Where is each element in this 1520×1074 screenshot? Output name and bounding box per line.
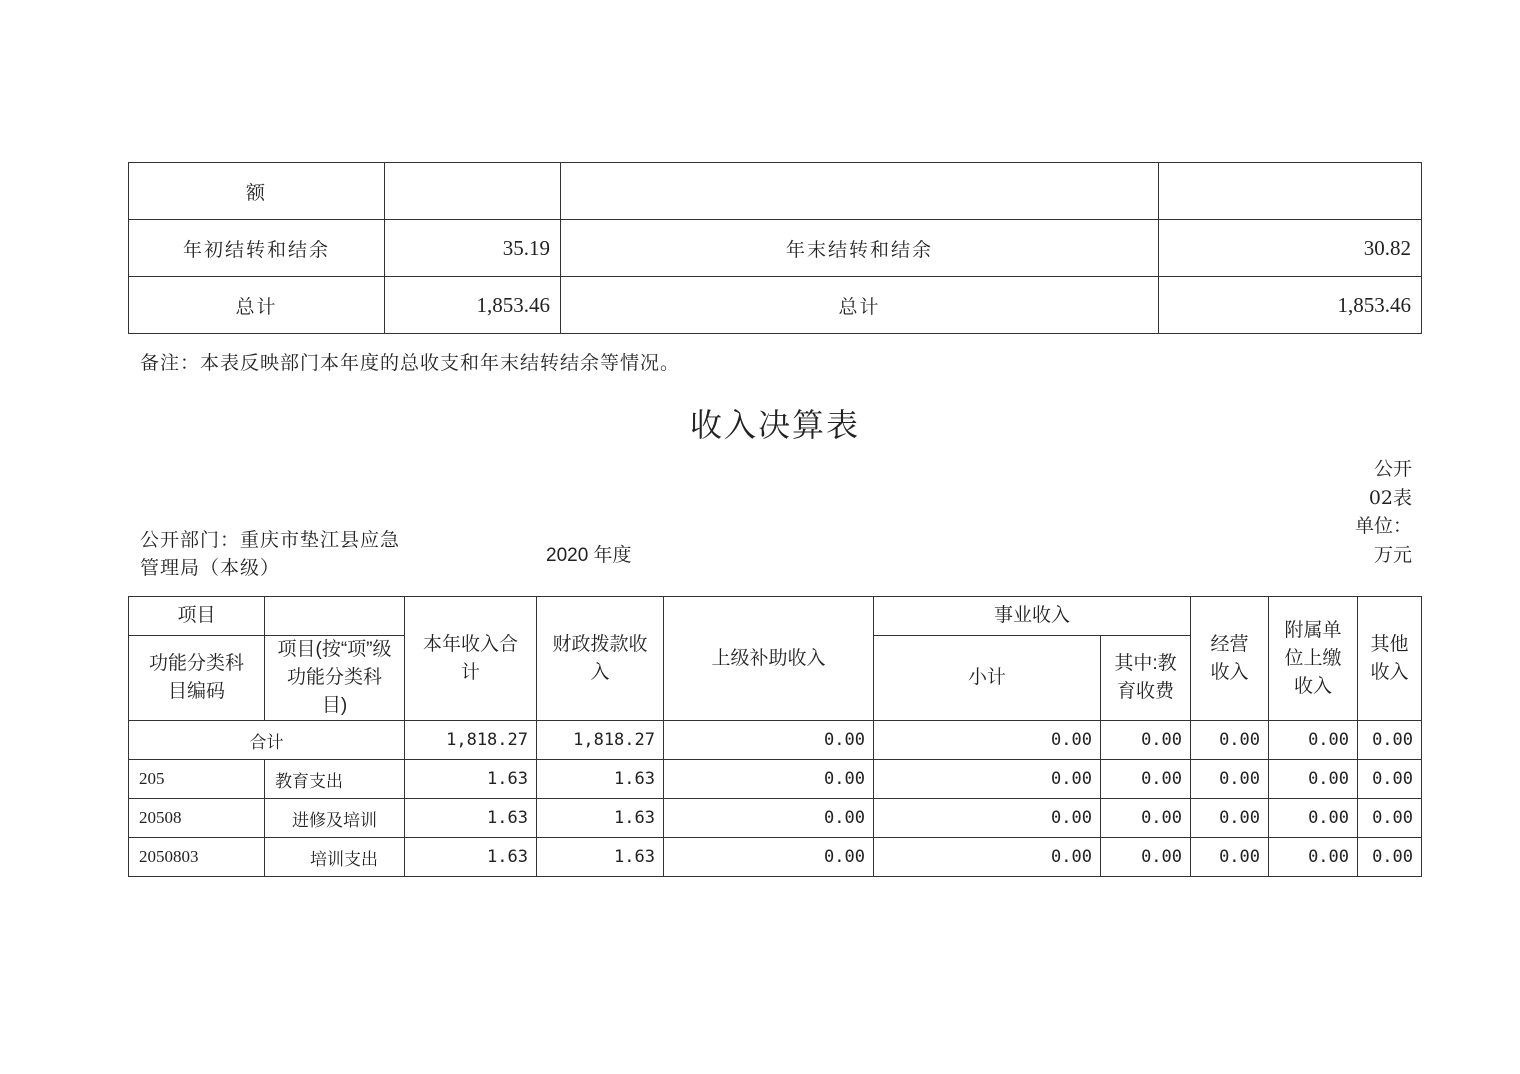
cell-value: 1.63: [537, 799, 664, 838]
row-label: 额: [129, 163, 385, 220]
cell-value: 1.63: [537, 760, 664, 799]
func-name: 培训支出: [265, 838, 405, 877]
cell-value: 0.00: [664, 760, 874, 799]
cell-value: 0.00: [1101, 760, 1191, 799]
row-value: [1159, 163, 1422, 220]
cell-value: 1.63: [537, 838, 664, 877]
cell-value: 0.00: [874, 799, 1101, 838]
cell-value: 1.63: [405, 838, 537, 877]
row-label: 年初结转和结余: [129, 220, 385, 277]
header-blank: [265, 597, 405, 636]
row-value: 1,853.46: [385, 277, 561, 334]
table-row: [129, 799, 1422, 838]
table-row: [129, 838, 1422, 877]
func-code: 205: [129, 760, 265, 799]
cell-value: 0.00: [874, 721, 1101, 760]
department-label: 公开部门：重庆市垫江县应急管理局（本级）: [140, 529, 401, 579]
func-name: 教育支出: [265, 760, 405, 799]
row-value: [385, 163, 561, 220]
cell-value: 0.00: [1101, 799, 1191, 838]
table-row: [129, 163, 1422, 220]
row-value: 30.82: [1159, 220, 1422, 277]
cell-value: 1.63: [405, 799, 537, 838]
row-value: 1,853.46: [1159, 277, 1422, 334]
cell-value: 0.00: [1358, 838, 1422, 877]
table-number: 公开02表: [1368, 458, 1412, 509]
cell-value: 0.00: [1101, 721, 1191, 760]
header-fiscal: 财政拨款收入: [537, 597, 664, 721]
func-code: 2050803: [129, 838, 265, 877]
income-table: [128, 596, 1422, 877]
cell-value: 0.00: [1358, 721, 1422, 760]
cell-value: 1.63: [405, 760, 537, 799]
table-row: [129, 220, 1422, 277]
total-row: [129, 721, 1422, 760]
cell-value: 0.00: [874, 760, 1101, 799]
total-label: 合计: [129, 721, 405, 760]
header-affiliated: 附属单位上缴收入: [1269, 597, 1358, 721]
cell-value: 0.00: [1191, 721, 1269, 760]
header-func-code: 功能分类科目编码: [129, 636, 265, 721]
table-row: [129, 760, 1422, 799]
table-meta: [1352, 455, 1412, 569]
header-total-income: 本年收入合计: [405, 597, 537, 721]
unit-label: 单位：万元: [1354, 515, 1412, 566]
cell-value: 0.00: [874, 838, 1101, 877]
cell-value: 0.00: [1191, 799, 1269, 838]
func-name: 进修及培训: [265, 799, 405, 838]
cell-value: 0.00: [1269, 760, 1358, 799]
page-title: 收入决算表: [689, 406, 860, 444]
cell-value: 0.00: [1269, 838, 1358, 877]
cell-value: 0.00: [1101, 838, 1191, 877]
cell-value: 0.00: [1191, 760, 1269, 799]
header-project-name: 项目(按“项”级功能分类科目): [265, 636, 405, 721]
header-business-income: 事业收入: [874, 597, 1191, 636]
cell-value: 0.00: [1269, 799, 1358, 838]
header-education-fee: 其中:教育收费: [1101, 636, 1191, 721]
header-operating: 经营收入: [1191, 597, 1269, 721]
cell-value: 0.00: [1269, 721, 1358, 760]
table-row: [129, 277, 1422, 334]
header-project: 项目: [129, 597, 265, 636]
cell-value: 1,818.27: [405, 721, 537, 760]
func-code: 20508: [129, 799, 265, 838]
header-superior-subsidy: 上级补助收入: [664, 597, 874, 721]
header-subtotal: 小计: [874, 636, 1101, 721]
row-value: 35.19: [385, 220, 561, 277]
header-row: [129, 597, 1422, 636]
cell-value: 0.00: [1358, 760, 1422, 799]
row-label: 年末结转和结余: [561, 220, 1159, 277]
cell-value: 0.00: [664, 838, 874, 877]
cell-value: 0.00: [664, 721, 874, 760]
year-label: 2020 年度: [546, 545, 632, 566]
row-label: [561, 163, 1159, 220]
table-note: 备注：本表反映部门本年度的总收支和年末结转结余等情况。: [140, 352, 681, 374]
header-other: 其他收入: [1358, 597, 1422, 721]
cell-value: 0.00: [1358, 799, 1422, 838]
cell-value: 0.00: [1191, 838, 1269, 877]
cell-value: 1,818.27: [537, 721, 664, 760]
row-label: 总计: [129, 277, 385, 334]
cell-value: 0.00: [664, 799, 874, 838]
summary-table: [128, 162, 1422, 334]
row-label: 总计: [561, 277, 1159, 334]
